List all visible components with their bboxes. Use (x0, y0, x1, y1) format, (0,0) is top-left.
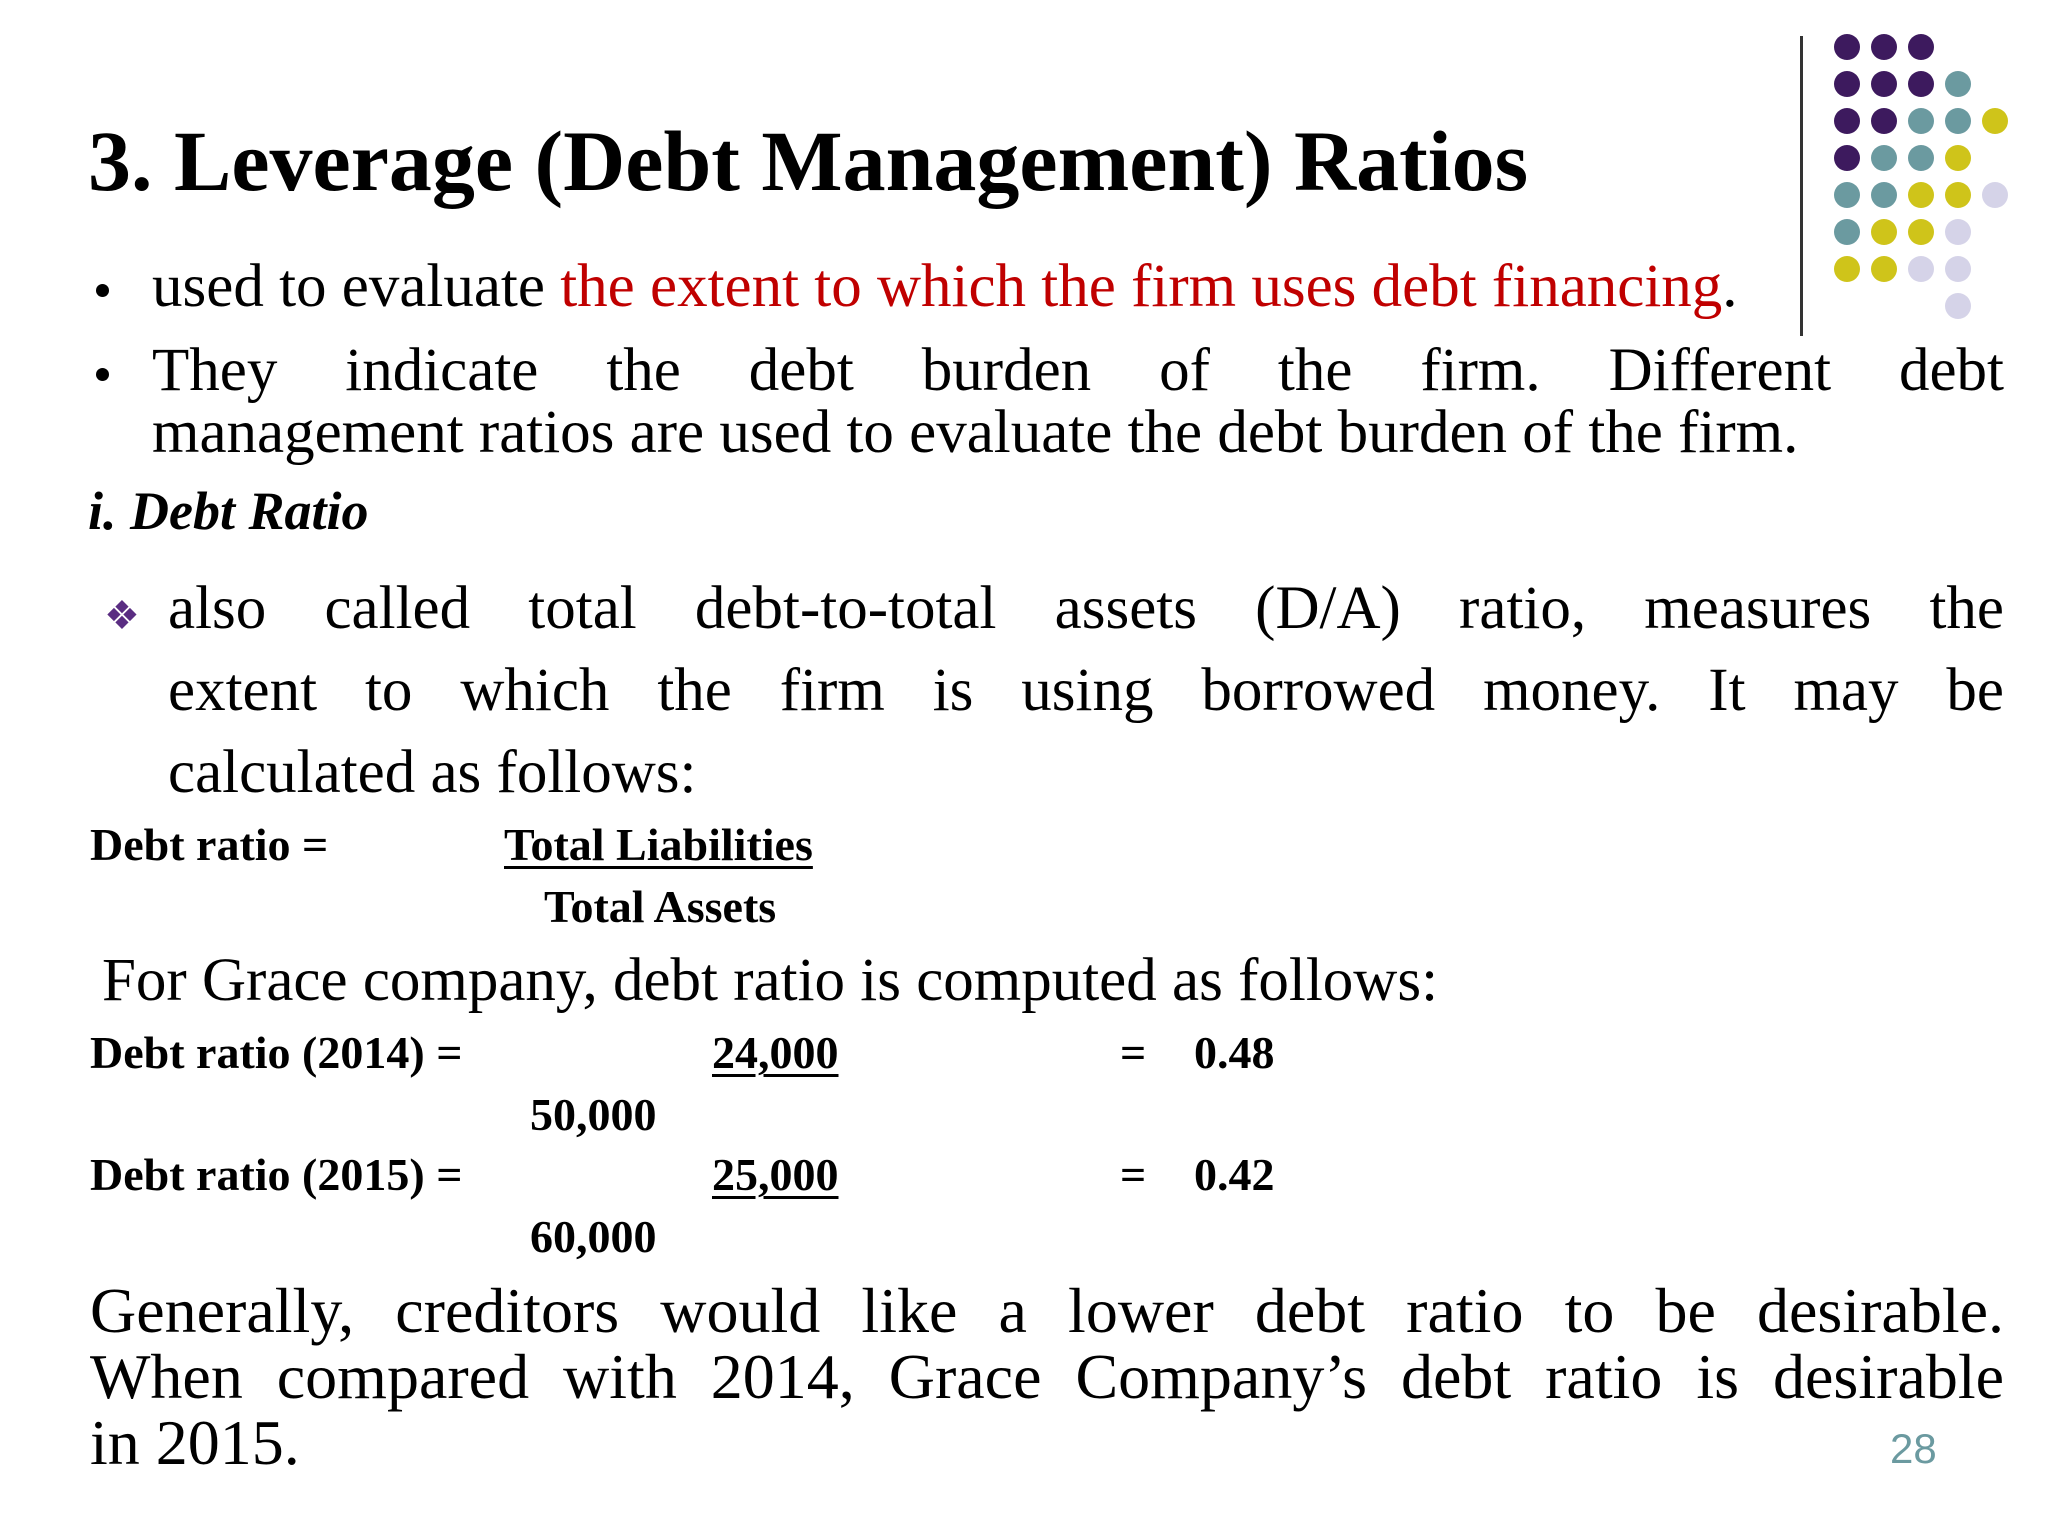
bullet-icon (96, 368, 109, 381)
bullet-2-line-1: They indicate the debt burden of the firm. Different debt (152, 337, 2004, 404)
decorative-dot (1834, 219, 1860, 245)
formula-label: Debt ratio = (90, 819, 329, 870)
example-2015-result: 0.42 (1194, 1149, 1275, 1200)
decorative-dot (1945, 219, 1971, 245)
example-2015-label: Debt ratio (2015) = (90, 1149, 463, 1200)
conclusion-line-1: Generally, creditors would like a lower debt ratio to be desirable. (90, 1275, 2004, 1346)
diamond-paragraph (168, 568, 2004, 814)
bullet-2-line-2: management ratios are used to evaluate the debt burden of the firm. (152, 399, 1799, 466)
decorative-dot (1945, 256, 1971, 282)
decorative-dot (1908, 182, 1934, 208)
decorative-dot (1908, 108, 1934, 134)
formula-denominator: Total Assets (544, 881, 777, 932)
bullet-1-suffix: . (1722, 253, 1738, 320)
decorative-dot (1945, 108, 1971, 134)
bullet-icon (96, 284, 109, 297)
decorative-dot (1945, 182, 1971, 208)
bullet-2-text (152, 338, 2004, 466)
example-2015-numerator: 25,000 (712, 1149, 839, 1200)
bullet-1-text (152, 254, 1738, 320)
decorative-dot (1982, 108, 2008, 134)
conclusion-paragraph (90, 1275, 2004, 1478)
conclusion-line-2: When compared with 2014, Grace Company’s debt ratio is desirable (90, 1341, 2004, 1412)
decorative-dot (1908, 71, 1934, 97)
decorative-dot (1871, 71, 1897, 97)
example-2014-numerator: 24,000 (712, 1027, 839, 1078)
decorative-dot (1834, 71, 1860, 97)
decorative-dot (1834, 34, 1860, 60)
example-2015-denominator: 60,000 (530, 1211, 657, 1262)
decorative-dot (1908, 145, 1934, 171)
decorative-dot (1908, 256, 1934, 282)
bullet-1-highlight: the extent to which the firm uses debt financing (560, 253, 1723, 320)
decorative-dot (1871, 219, 1897, 245)
example-2014-denominator: 50,000 (530, 1089, 657, 1140)
decorative-dot (1871, 256, 1897, 282)
diamond-bullet-icon: ❖ (104, 593, 140, 638)
decorative-dot (1908, 219, 1934, 245)
formula-numerator: Total Liabilities (504, 819, 813, 870)
conclusion-line-3: in 2015. (90, 1407, 300, 1478)
decorative-dot (1834, 182, 1860, 208)
slide-title: 3. Leverage (Debt Management) Ratios (88, 113, 1529, 209)
decorative-dot (1834, 108, 1860, 134)
decorative-dot (1945, 71, 1971, 97)
example-2014-equals: = (1120, 1027, 1147, 1078)
decorative-dot (1871, 145, 1897, 171)
bullet-1-prefix: used to evaluate (152, 253, 561, 320)
decorative-dot (1945, 145, 1971, 171)
decorative-dot (1871, 108, 1897, 134)
decorative-dot (1871, 34, 1897, 60)
diamond-line-1: also called total debt-to-total assets (D/A) ratio, measures the (168, 575, 2004, 642)
section-heading: i. Debt Ratio (88, 481, 369, 541)
example-2014-label: Debt ratio (2014) = (90, 1027, 463, 1078)
decorative-dot (1982, 182, 2008, 208)
diamond-line-2: extent to which the firm is using borrowed money. It may be (168, 657, 2004, 724)
decorative-dot (1945, 293, 1971, 319)
decorative-dot (1908, 34, 1934, 60)
diamond-line-3: calculated as follows: (168, 739, 697, 806)
decorative-dot (1871, 182, 1897, 208)
divider-line (1800, 36, 1803, 336)
page-number: 28 (1890, 1425, 1937, 1472)
decorative-dot (1834, 256, 1860, 282)
example-intro: For Grace company, debt ratio is computed as follows: (102, 947, 1439, 1014)
decorative-dot (1834, 145, 1860, 171)
example-2015-equals: = (1120, 1149, 1147, 1200)
example-2014-result: 0.48 (1194, 1027, 1275, 1078)
